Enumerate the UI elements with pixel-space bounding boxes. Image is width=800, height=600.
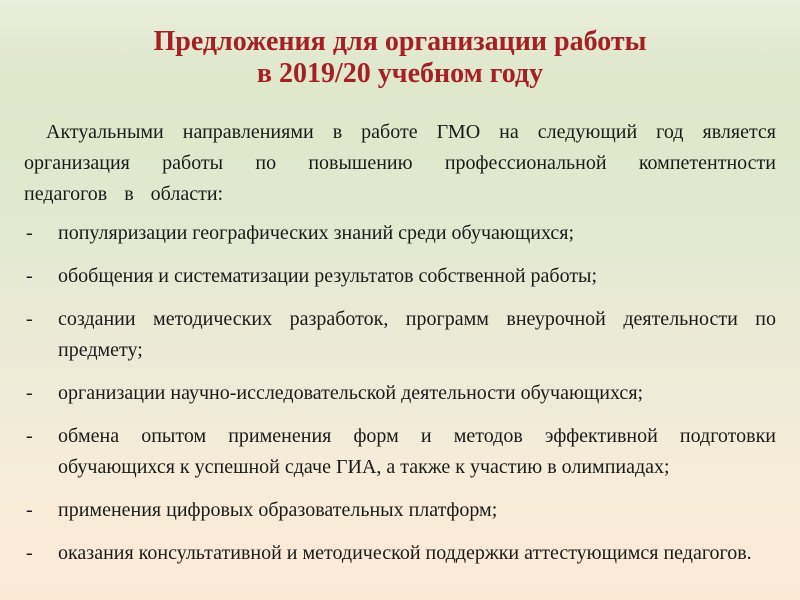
dash-marker: - [26,382,33,404]
list-item [24,538,776,569]
list-item [24,421,776,483]
slide-body [0,117,800,569]
dash-marker: - [26,265,33,287]
bullet-list [24,218,776,569]
slide-title-line-2: в 2019/20 учебном году [256,58,544,89]
slide-title [0,0,800,90]
dash-marker: - [26,425,33,447]
list-item [24,304,776,366]
list-item-text: обмена опытом применения форм и методов эффективной подготовки обучающихся к успешной сдаче ГИА, а также к участию в олимпиадах; [58,425,776,478]
intro-paragraph: Актуальными направлениями в работе ГМО на следующий год является организация работы по повышению профессиональной компетентности педагогов в области: [24,121,776,205]
dash-marker: - [26,499,33,521]
list-item-text: обобщения и систематизации результатов собственной работы; [58,265,598,287]
list-item-text: популяризации географических знаний среди обучающихся; [58,222,574,244]
list-item [24,218,776,249]
list-item-text: оказания консультативной и методической поддержки аттестующимся педагогов. [58,542,752,564]
list-item-text: организации научно-исследовательской деятельности обучающихся; [58,382,644,404]
list-item-text: применения цифровых образовательных платформ; [58,499,498,521]
slide-title-line-1: Предложения для организации работы [153,26,647,57]
list-item [24,495,776,526]
dash-marker: - [26,222,33,244]
list-item [24,261,776,292]
dash-marker: - [26,542,33,564]
dash-marker: - [26,308,33,330]
list-item [24,378,776,409]
list-item-text: создании методических разработок, программ внеурочной деятельности по предмету; [58,308,776,361]
